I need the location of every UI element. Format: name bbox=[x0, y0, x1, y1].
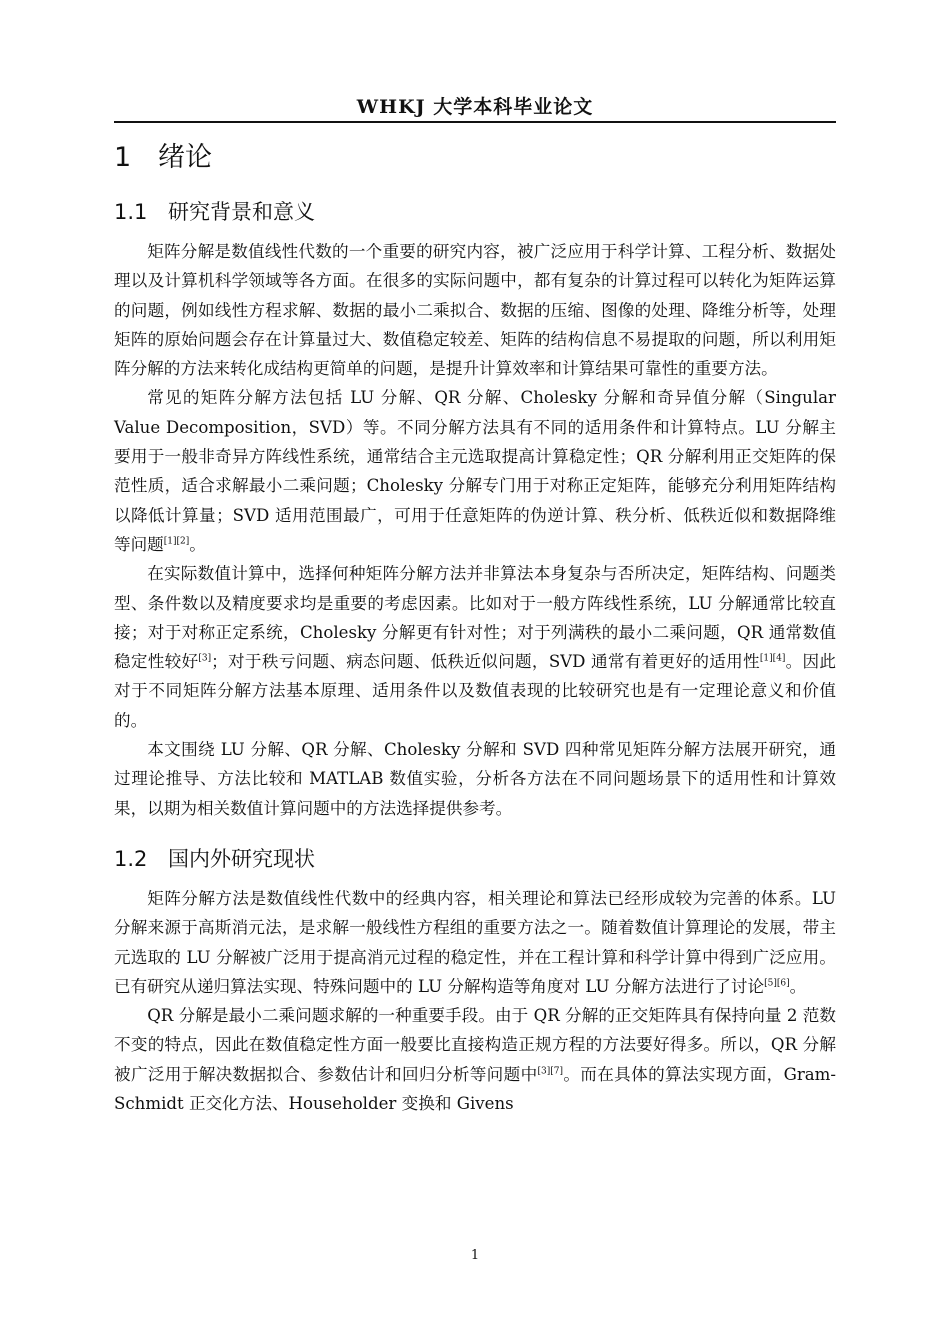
paragraph-2 bbox=[114, 383, 836, 559]
paragraph-text: 在实际数值计算中，选择何种矩阵分解方法并非算法本身复杂与否所决定，矩阵结构、问题类型、条件数以及精度要求均是重要的考虑因素。比如对于一般方阵线性系统，LU 分解通常比较直接；对于对称正定系统，Cholesky 分解更有针对性；对于列满秩的最小二乘问题，QR 通常数值稳定性较好 bbox=[114, 564, 836, 672]
citation[interactable]: [5][6] bbox=[764, 978, 790, 989]
paragraph-text: 矩阵分解方法是数值线性代数中的经典内容，相关理论和算法已经形成较为完善的体系。LU 分解来源于高斯消元法，是求解一般线性方程组的重要方法之一。随着数值计算理论的发展，带主元选取的 LU 分解被广泛用于提高消元过程的稳定性，并在工程计算和科学计算中得到广泛应用。已有研究从递归算法实现、特殊问题中的 LU 分解构造等角度对 LU 分解方法进行了讨论 bbox=[114, 888, 836, 996]
page-content bbox=[114, 128, 836, 1118]
paragraph-text: 。因此对于不同矩阵分解方法基本原理、适用条件以及数值表现的比较研究也是有一定理论意义和价值的。 bbox=[114, 652, 837, 730]
citation[interactable]: [1][4] bbox=[759, 653, 786, 664]
paragraph-text: 。 bbox=[189, 534, 206, 554]
section-heading-1-1 bbox=[114, 197, 836, 227]
citation[interactable]: [1][2] bbox=[163, 536, 190, 547]
paragraph-text: 矩阵分解是数值线性代数的一个重要的研究内容，被广泛应用于科学计算、工程分析、数据处理以及计算机科学领域等各方面。在很多的实际问题中，都有复杂的计算过程可以转化为矩阵运算的问题，例如线性方程求解、数据的最小二乘拟合、数据的压缩、图像的处理、降维分析等，处理矩阵的原始问题会存在计算量过大、数值稳定较差、矩阵的结构信息不易提取的问题，所以利用矩阵分解的方法来转化成结构更简单的问题，是提升计算效率和计算结果可靠性的重要方法。 bbox=[114, 242, 836, 379]
paragraph-3 bbox=[114, 559, 836, 735]
citation[interactable]: [3] bbox=[198, 653, 212, 664]
paragraph-text: 。而在具体的算法实现方面，Gram-Schmidt 正交化方法、Householder 变换和 Givens bbox=[114, 1064, 837, 1114]
paragraph-4 bbox=[114, 735, 836, 823]
running-header: WHKJ 大学本科毕业论文 bbox=[356, 96, 594, 118]
header-rule bbox=[114, 121, 836, 123]
paragraph-1 bbox=[114, 237, 836, 383]
paragraph-6 bbox=[114, 1001, 836, 1118]
paragraph-text: 常见的矩阵分解方法包括 LU 分解、QR 分解、Cholesky 分解和奇异值分解（Singular Value Decomposition，SVD）等。不同分解方法具有不同的适用条件和计算特点。LU 分解主要用于一般非奇异方阵线性系统，通常结合主元选取提高计算稳定性；QR 分解利用正交矩阵的保范性质，适合求解最小二乘问题；Cholesky 分解专门用于对称正定矩阵，能够充分利用矩阵结构以降低计算量；SVD 适用范围最广，可用于任意矩阵的伪逆计算、秩分析、低秩近似和数据降维等问题 bbox=[114, 388, 836, 554]
paragraph-text: 。 bbox=[789, 976, 807, 996]
section-number: 1.2 bbox=[114, 846, 148, 871]
chapter-number: 1 bbox=[114, 142, 132, 173]
chapter-heading bbox=[114, 140, 836, 176]
section-title: 研究背景和意义 bbox=[168, 200, 315, 224]
paragraph-text: QR 分解是最小二乘问题求解的一种重要手段。由于 QR 分解的正交矩阵具有保持向量 2 范数不变的特点，因此在数值稳定性方面一般要比直接构造正规方程的方法要好得多。所以，QR 分解被广泛用于解决数据拟合、参数估计和回归分析等问题中 bbox=[114, 1006, 836, 1084]
page-number: 1 bbox=[470, 1248, 480, 1263]
citation[interactable]: [7] bbox=[550, 1066, 564, 1077]
section-heading-1-2 bbox=[114, 844, 836, 874]
paragraph-text: 本文围绕 LU 分解、QR 分解、Cholesky 分解和 SVD 四种常见矩阵分解方法展开研究，通过理论推导、方法比较和 MATLAB 数值实验，分析各方法在不同问题场景下的适用性和计算效果，以期为相关数值计算问题中的方法选择提供参考。 bbox=[114, 740, 836, 818]
chapter-title: 绪论 bbox=[158, 142, 212, 173]
paragraph-5 bbox=[114, 884, 836, 1001]
citation[interactable]: [3] bbox=[537, 1066, 551, 1077]
paragraph-text: ；对于秩亏问题、病态问题、低秩近似问题，SVD 通常有着更好的适用性 bbox=[211, 652, 760, 672]
section-title: 国内外研究现状 bbox=[168, 846, 315, 871]
section-number: 1.1 bbox=[114, 200, 148, 224]
